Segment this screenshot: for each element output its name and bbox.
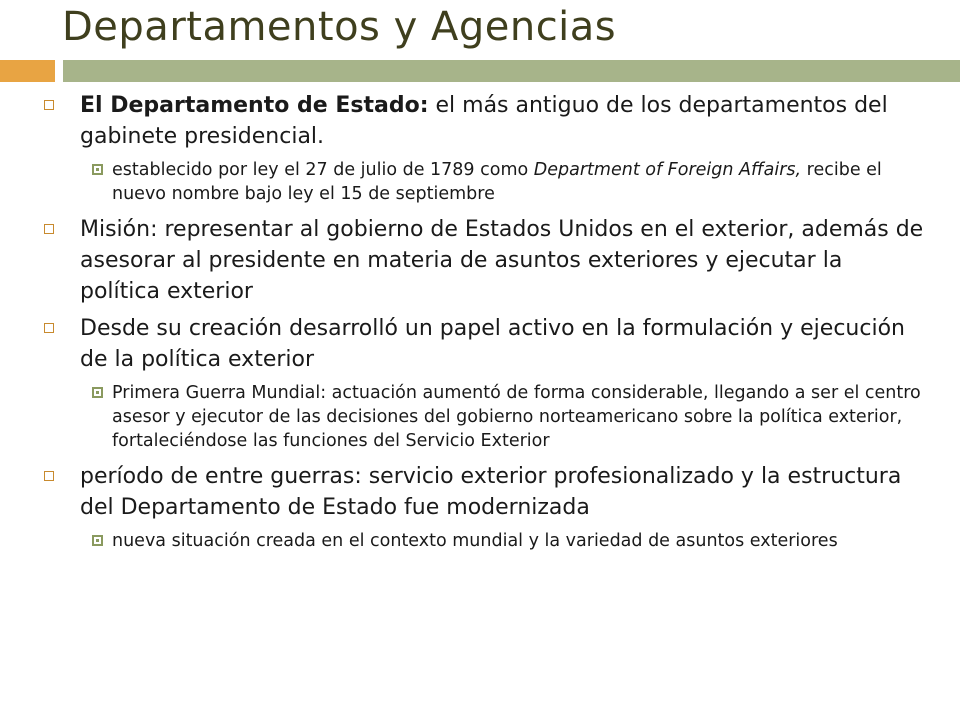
filled-square-bullet-icon bbox=[92, 164, 103, 175]
bullet-text: período de entre guerras: servicio exterior profesionalizado y la estructura del Departamento de Estado fue modernizada bbox=[80, 464, 902, 520]
slide-title: Departamentos y Agencias bbox=[62, 4, 617, 50]
sub-bullet-nueva-situacion bbox=[92, 529, 924, 553]
bullet-desde-creacion bbox=[44, 313, 924, 375]
accent-bar-orange bbox=[0, 60, 55, 82]
bullet-text: el más antiguo de los departamentos del gabinete presidencial. bbox=[80, 93, 888, 149]
bullet-departamento-estado bbox=[44, 90, 924, 152]
filled-square-bullet-icon bbox=[92, 535, 103, 546]
slide-content bbox=[44, 90, 924, 561]
bullet-text: Desde su creación desarrolló un papel activo en la formulación y ejecución de la política exterior bbox=[80, 316, 905, 372]
square-bullet-icon bbox=[44, 471, 54, 481]
square-bullet-icon bbox=[44, 100, 54, 110]
accent-bar-green bbox=[63, 60, 960, 82]
sub-bullet-primera-guerra bbox=[92, 381, 924, 453]
square-bullet-icon bbox=[44, 224, 54, 234]
sub-bullet-establecido bbox=[92, 158, 924, 206]
bullet-bold-lead: El Departamento de Estado: bbox=[80, 93, 429, 118]
bullet-text: Misión: representar al gobierno de Estados Unidos en el exterior, además de asesorar al presidente en materia de asuntos exteriores y ejecutar la política exterior bbox=[80, 217, 924, 304]
filled-square-bullet-icon bbox=[92, 387, 103, 398]
bullet-entre-guerras bbox=[44, 461, 924, 523]
sub-bullet-text: nueva situación creada en el contexto mundial y la variedad de asuntos exteriores bbox=[112, 531, 838, 551]
sub-bullet-text: Primera Guerra Mundial: actuación aumentó de forma considerable, llegando a ser el centro asesor y ejecutor de las decisiones del gobierno norteamericano sobre la política exterior, fortaleciéndose las funciones del Servicio Exterior bbox=[112, 383, 921, 451]
sub-bullet-text-pre: establecido por ley el 27 de julio de 1789 como bbox=[112, 160, 534, 180]
bullet-mision bbox=[44, 214, 924, 307]
sub-bullet-text-italic: Department of Foreign Affairs, bbox=[533, 160, 802, 180]
square-bullet-icon bbox=[44, 323, 54, 333]
sub-bullet-text-post: recibe el nuevo nombre bajo ley el 15 de septiembre bbox=[112, 160, 882, 204]
